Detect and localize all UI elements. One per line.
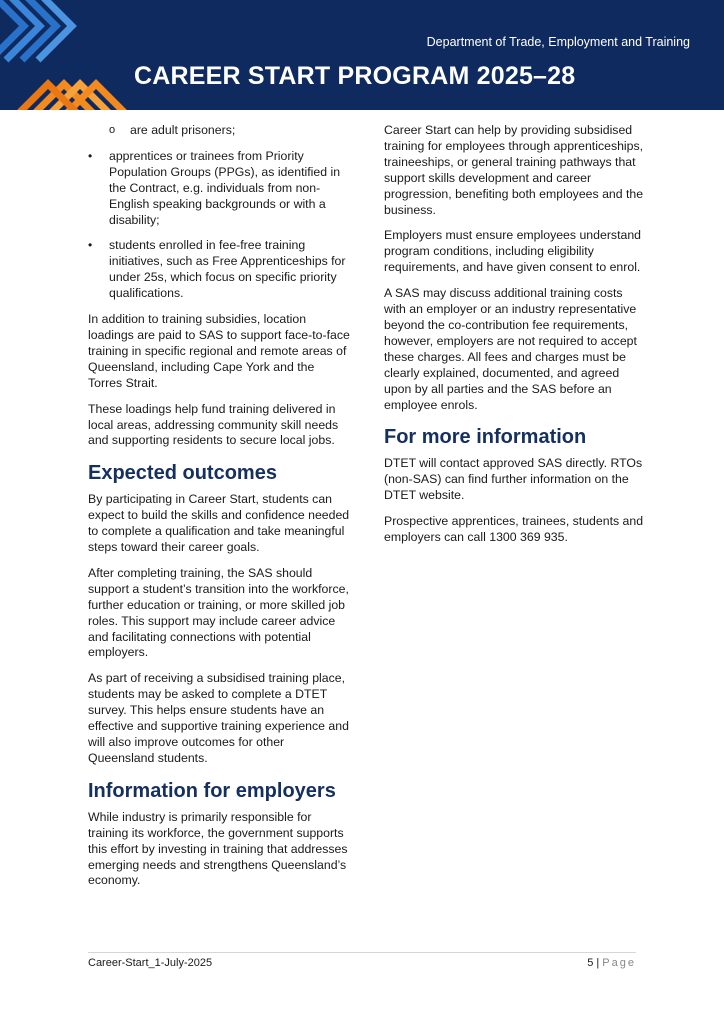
page-footer [88,952,636,969]
eligibility-list [88,123,350,302]
list-item [88,238,350,302]
section-heading-for-more-information: For more information [384,426,587,449]
paragraph: In addition to training subsidies, location loadings are paid to SAS to support face-to-face training in specific regional and remote areas of Queensland, including Cape York and the Torres Strait. [88,312,350,390]
list-item-text: students enrolled in fee-free training initiatives, such as Free Apprenticeships for under 25s, which focus on specific priority qualifications. [109,238,346,301]
bullet-marker: • [88,238,93,253]
page-title: CAREER START PROGRAM 2025–28 [134,62,576,90]
paragraph: DTET will contact approved SAS directly. RTOs (non-SAS) can find further information on the DTET website. [384,456,643,503]
list-item [88,149,350,229]
list-item-text: are adult prisoners; [130,123,236,137]
section-heading-information-for-employers: Information for employers [88,779,336,802]
paragraph: By participating in Career Start, students can expect to build the skills and confidence needed to complete a qualification and take meaningful steps toward their career goals. [88,492,350,555]
chevron-logo-icon [0,0,132,110]
page-number-group [587,957,636,969]
paragraph: Career Start can help by providing subsidised training for employees through apprenticeships, traineeships, or general training pathways that support skills development and career progression, benefiting both employees and the business. [384,123,644,217]
sub-bullet-marker: o [109,124,116,136]
paragraph: Prospective apprentices, trainees, students and employers can call 1300 369 935. [384,514,644,545]
department-name: Department of Trade, Employment and Training [426,35,690,49]
page-label: Page [602,957,636,969]
paragraph: Employers must ensure employees understand program conditions, including eligibility requirements, and have given consent to enrol. [384,228,641,275]
page-number: 5 [587,957,594,969]
paragraph: A SAS may discuss additional training costs with an employer or an industry representative beyond the co-contribution fee requirements, however, employers are not required to accept these charges. All fees and charges must be clearly explained, documented, and agreed upon by all parties and the SAS before an employee enrols. [384,286,637,412]
section-heading-expected-outcomes: Expected outcomes [88,462,277,485]
list-item-text: apprentices or trainees from Priority Population Groups (PPGs), as identified in the Contract, e.g. individuals from non-English speaking backgrounds or with a disability; [109,148,341,227]
document-id: Career-Start_1-July-2025 [88,957,213,969]
left-column [88,123,350,899]
paragraph: As part of receiving a subsidised training place, students may be asked to complete a DTET survey. This helps ensure students have an effective and supportive training experience and will also improve outcomes for other Queensland students. [88,671,349,765]
right-column [384,123,646,556]
paragraph: While industry is primarily responsible for training its workforce, the government supports this effort by investing in training that addresses emerging needs and strengthens Queensland’s economy. [88,809,348,888]
list-item [88,123,350,139]
paragraph: These loadings help fund training delivered in local areas, addressing community skill needs and supporting residents to secure local jobs. [88,401,339,448]
page-separator: | [596,957,600,969]
page-header [0,0,724,110]
paragraph: After completing training, the SAS should support a student’s transition into the workforce, further education or training, or more skilled job roles. This support may include career advice and facilitating connections with potential employers. [88,565,349,660]
bullet-marker: • [88,148,93,163]
